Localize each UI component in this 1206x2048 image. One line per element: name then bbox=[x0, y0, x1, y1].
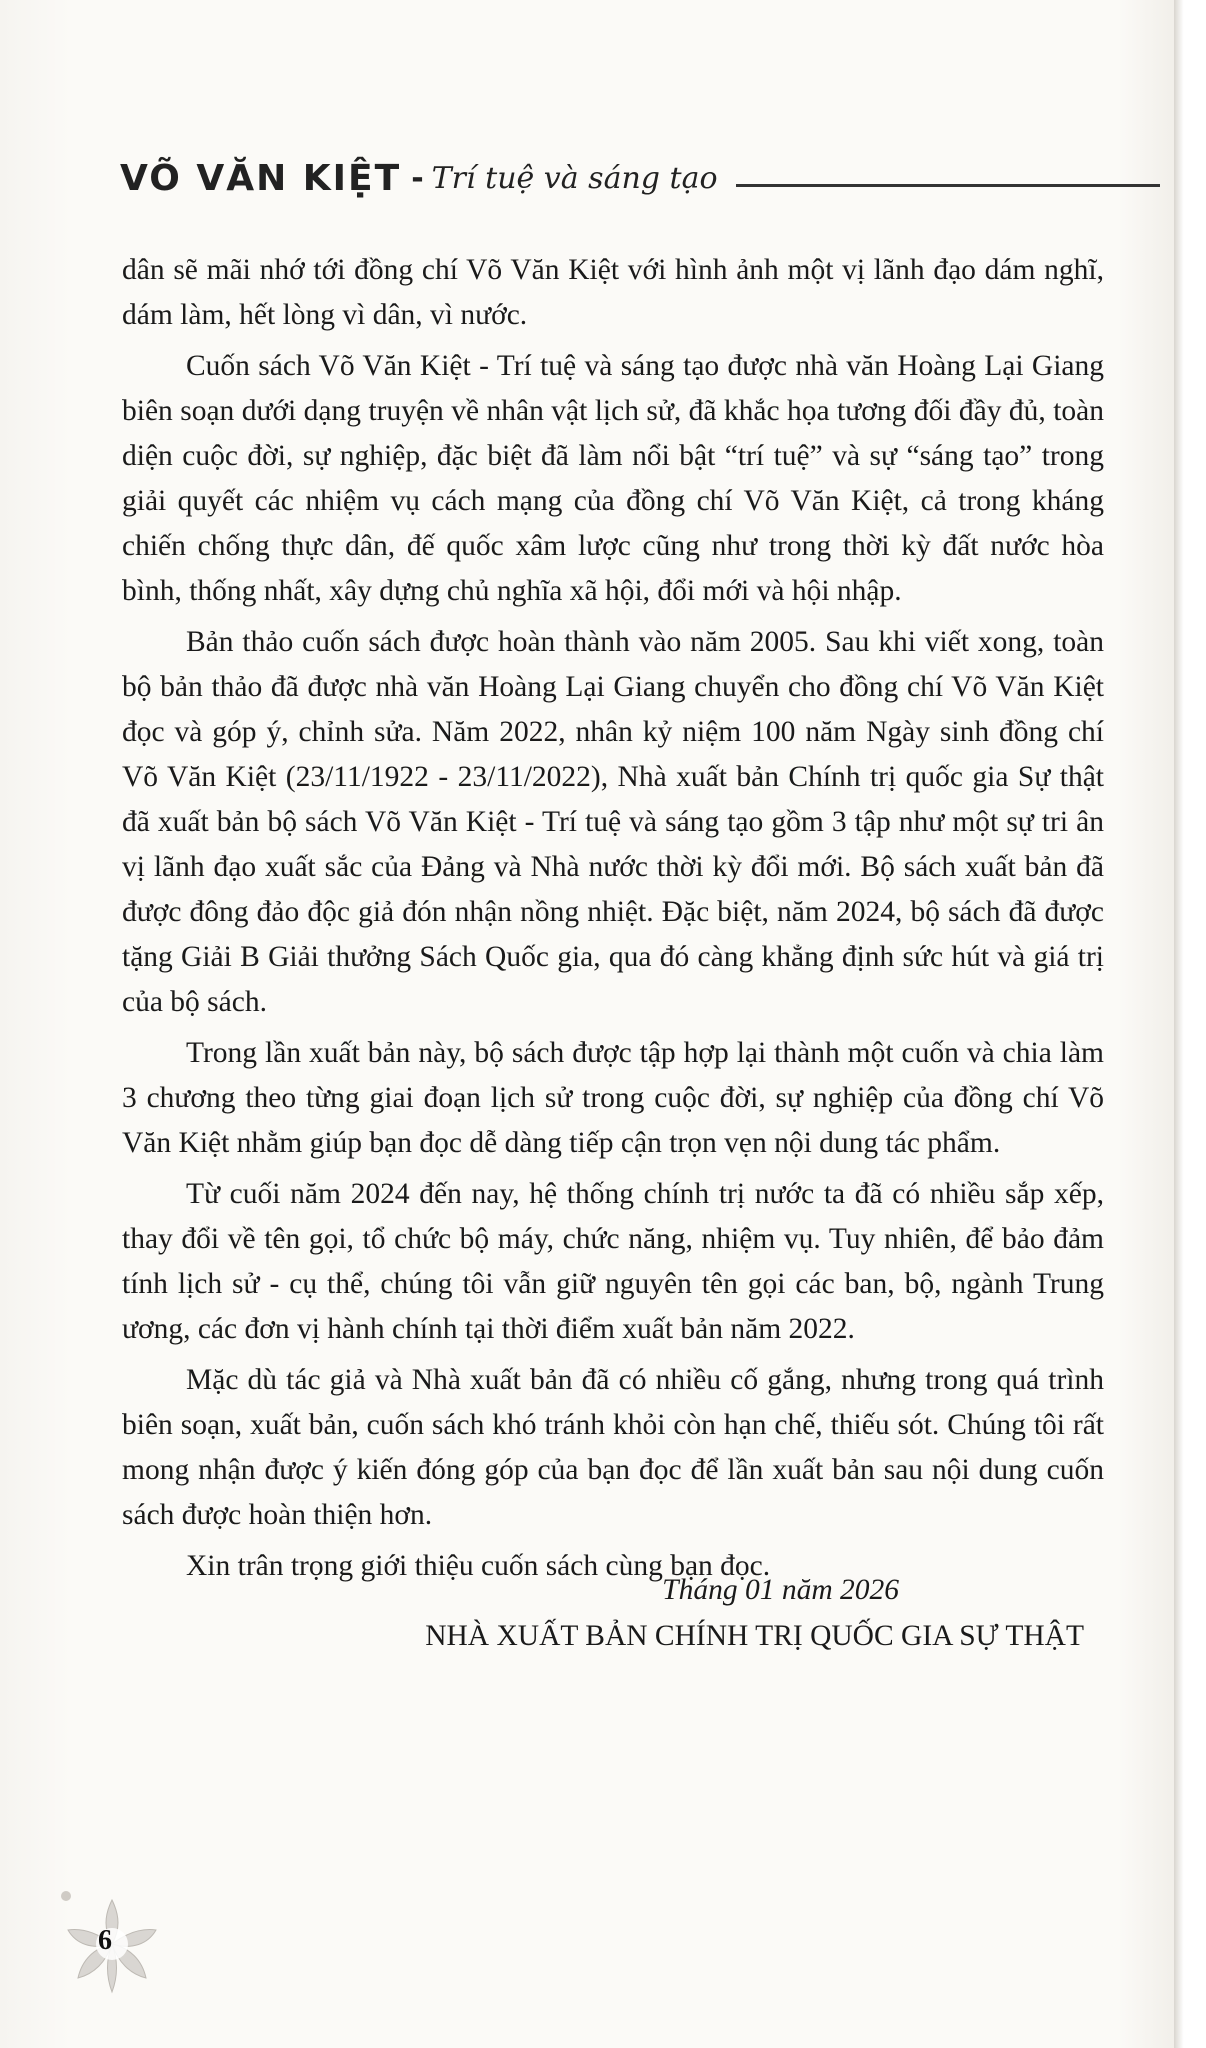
page-number: 6 bbox=[98, 1925, 112, 1956]
running-head-rule bbox=[736, 184, 1160, 187]
paragraph-7: Xin trân trọng giới thiệu cuốn sách cùng bạn đọc. bbox=[186, 1550, 771, 1582]
paragraph-1: dân sẽ mãi nhớ tới đồng chí Võ Văn Kiệt với hình ảnh một vị lãnh đạo dám nghĩ, dám làm, hết lòng vì dân, vì nước. bbox=[122, 254, 1104, 331]
paragraph-6: Mặc dù tác giả và Nhà xuất bản đã có nhiều cố gắng, nhưng trong quá trình biên soạn, xuất bản, cuốn sách khó tránh khỏi còn hạn chế, thiếu sót. Chúng tôi rất mong nhận được ý kiến đóng góp của bạn đọc để lần xuất bản sau nội dung cuốn sách được hoàn thiện hơn. bbox=[122, 1364, 1104, 1531]
signoff-date-line bbox=[120, 1574, 1084, 1607]
paragraph-4: Trong lần xuất bản này, bộ sách được tập hợp lại thành một cuốn và chia làm 3 chương theo từng giai đoạn lịch sử trong cuộc đời, sự nghiệp của đồng chí Võ Văn Kiệt nhằm giúp bạn đọc dễ dàng tiếp cận trọn vẹn nội dung tác phẩm. bbox=[122, 1037, 1104, 1159]
paragraph-5: Từ cuối năm 2024 đến nay, hệ thống chính trị nước ta đã có nhiều sắp xếp, thay đổi về tên gọi, tổ chức bộ máy, chức năng, nhiệm vụ. Tuy nhiên, để bảo đảm tính lịch sử - cụ thể, chúng tôi vẫn giữ nguyên tên gọi các ban, bộ, ngành Trung ương, các đơn vị hành chính tại thời điểm xuất bản năm 2022. bbox=[122, 1178, 1104, 1345]
page-edge bbox=[1174, 0, 1190, 2048]
running-head bbox=[120, 148, 1160, 208]
signoff-date: Tháng 01 năm 2026 bbox=[662, 1574, 899, 1606]
lotus-icon bbox=[52, 1882, 172, 2002]
paragraph-2: Cuốn sách Võ Văn Kiệt - Trí tuệ và sáng tạo được nhà văn Hoàng Lại Giang biên soạn dưới dạng truyện về nhân vật lịch sử, đã khắc họa tương đối đầy đủ, toàn diện cuộc đời, sự nghiệp, đặc biệt đã làm nổi bật “trí tuệ” và sự “sáng tạo” trong giải quyết các nhiệm vụ cách mạng của đồng chí Võ Văn Kiệt, cả trong kháng chiến chống thực dân, đế quốc xâm lược cũng như trong thời kỳ đất nước hòa bình, thống nhất, xây dựng chủ nghĩa xã hội, đổi mới và hội nhập. bbox=[122, 350, 1104, 607]
body-text bbox=[122, 248, 1104, 1595]
running-head-subtitle: Trí tuệ và sáng tạo bbox=[431, 160, 718, 196]
paragraph-3: Bản thảo cuốn sách được hoàn thành vào năm 2005. Sau khi viết xong, toàn bộ bản thảo đã được nhà văn Hoàng Lại Giang chuyển cho đồng chí Võ Văn Kiệt đọc và góp ý, chỉnh sửa. Năm 2022, nhân kỷ niệm 100 năm Ngày sinh đồng chí Võ Văn Kiệt (23/11/1922 - 23/11/2022), Nhà xuất bản Chính trị quốc gia Sự thật đã xuất bản bộ sách Võ Văn Kiệt - Trí tuệ và sáng tạo gồm 3 tập như một sự tri ân vị lãnh đạo xuất sắc của Đảng và Nhà nước thời kỳ đổi mới. Bộ sách xuất bản đã được đông đảo độc giả đón nhận nồng nhiệt. Đặc biệt, năm 2024, bộ sách đã được tặng Giải B Giải thưởng Sách Quốc gia, qua đó càng khẳng định sức hút và giá trị của bộ sách. bbox=[122, 626, 1104, 1018]
running-head-dash: - bbox=[411, 160, 424, 196]
running-head-title: VÕ VĂN KIỆT bbox=[120, 157, 402, 199]
signoff-publisher: NHÀ XUẤT BẢN CHÍNH TRỊ QUỐC GIA SỰ THẬT bbox=[425, 1620, 1084, 1652]
